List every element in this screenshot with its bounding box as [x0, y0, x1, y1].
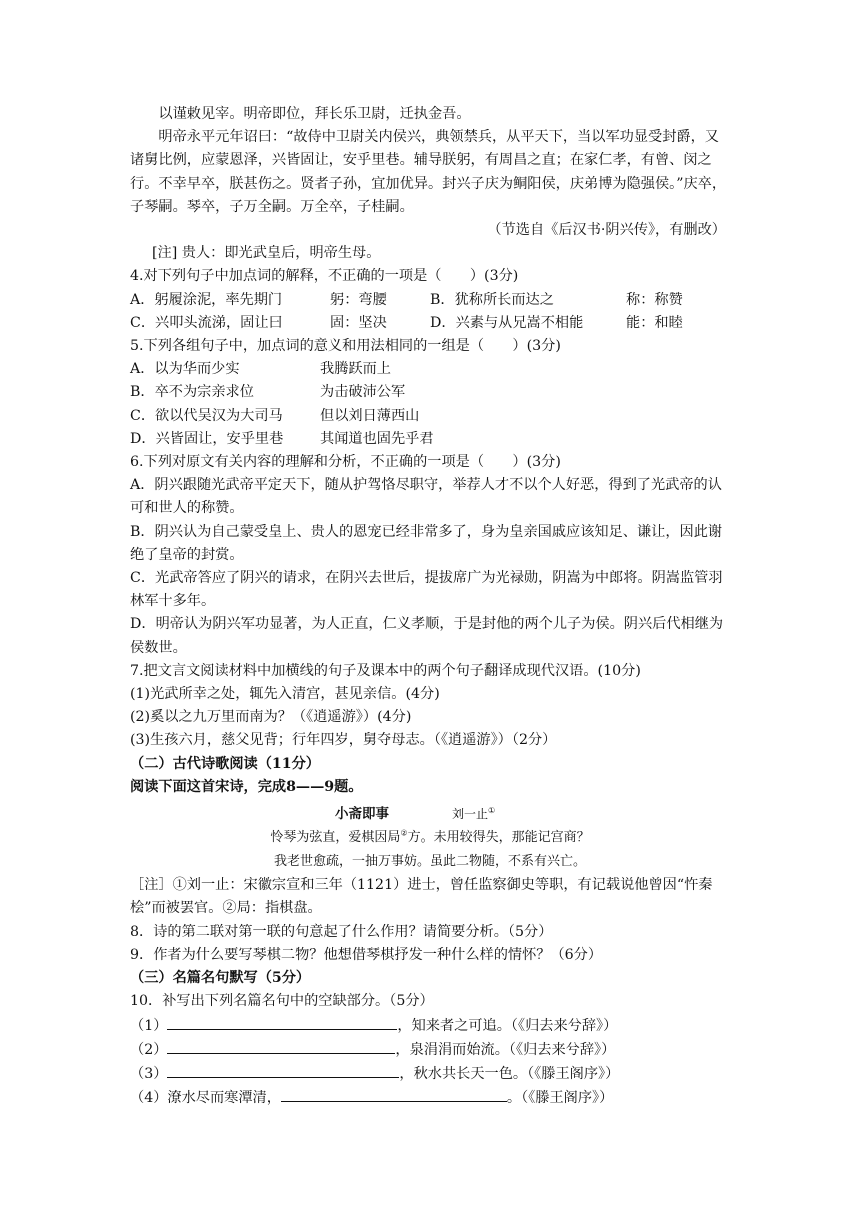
poem-author-footnote: ① [488, 806, 496, 816]
fill-item-4 [130, 1086, 730, 1110]
poem-author-name: 刘一止 [452, 807, 489, 822]
passage-note: [注] 贵人：即光武皇后，明帝生母。 [152, 245, 381, 262]
question-5-stem: 5.下列各组句子中，加点词的意义和用法相同的一组是（ ）(3分) [130, 338, 561, 355]
section-3-heading: （三）名篇名句默写（5分） [130, 970, 311, 987]
fill-item-3-text: ，秋水共长天一色。（《滕王阁序》） [399, 1065, 620, 1082]
section-2-heading: （二）古代诗歌阅读（11分） [130, 755, 320, 772]
fill-blank-3[interactable] [167, 1062, 399, 1078]
question-4-option-c-def: 固：坚决 [330, 314, 387, 331]
section-2-intro: 阅读下面这首宋诗，完成8——9题。 [130, 778, 363, 795]
passage-source: （节选自《后汉书·阴兴传》，有删改） [487, 222, 726, 239]
question-7-stem: 7.把文言文阅读材料中加横线的句子及课本中的两个句子翻译成现代汉语。(10分) [130, 662, 641, 679]
question-4-option-d-def: 能：和睦 [626, 314, 683, 331]
question-5-option-c [130, 405, 730, 428]
question-4-option-d: D．兴素与从兄嵩不相能 [430, 314, 584, 331]
question-7-sentence-2: (2)奚以之九万里而南为？（《逍遥游》）(4分) [130, 709, 412, 726]
poem-header [130, 803, 730, 826]
question-5-option-d-left: D．兴皆固让，安乎里巷 [130, 430, 284, 447]
poem-line-1 [130, 826, 730, 850]
question-5-option-c-right: 但以刘日薄西山 [320, 407, 420, 424]
poem-note: ［注］①刘一止：宋徽宗宣和三年（1121）进士，曾任监察御史等职，有记载说他曾因“忤秦桧”而被罢官。②局：指棋盘。 [130, 877, 713, 917]
question-6-stem: 6.下列对原文有关内容的理解和分析，不正确的一项是（ ）(3分) [130, 454, 561, 471]
question-4-option-b-def: 称：称赞 [626, 291, 683, 308]
question-5-option-c-left: C．欲以代吴汉为大司马 [130, 407, 283, 424]
fill-item-3 [130, 1062, 730, 1086]
question-4-option-b: B．犹称所长而达之 [430, 291, 554, 308]
question-7-sentence-3: (3)生孩六月，慈父见背；行年四岁，舅夺母志。（《逍遥游》）（2分） [130, 732, 557, 749]
passage-line-1: 以谨敕见宰。明帝即位，拜长乐卫尉，迁执金吾。 [158, 106, 471, 122]
poem-line-1-footnote: ② [400, 828, 408, 838]
question-5-option-a-left: A．以为华而少实 [130, 361, 240, 378]
passage-paragraph-edict: 明帝永平元年诏曰：“故侍中卫尉关内侯兴，典领禁兵，从平天下，当以军功显受封爵，又诸舅比例，应蒙恩泽，兴皆固让，安乎里巷。辅导朕躬，有周昌之直；在家仁孝，有曾、闵之行。不幸早卒，朕甚伤之。贤者子孙，宜加优异。封兴子庆为鲖阳侯，庆弟博为隐强侯。”庆卒，子琴嗣。琴卒，子万全嗣。万全卒，子桂嗣。 [130, 129, 727, 215]
question-4-option-c: C．兴叩头流涕，固让曰 [130, 314, 283, 331]
question-5-option-d-right: 其闻道也固先乎君 [320, 430, 434, 447]
question-5-option-a [130, 358, 730, 381]
question-7-sentence-1: (1)光武所幸之处，辄先入清宫，甚见亲信。(4分) [130, 686, 440, 703]
poem-line-1-head: 怜琴为弦直，爱棋因局 [270, 830, 401, 846]
poem-line-2: 我老世愈疏，一抽万事妨。虽此二物随，不系有兴亡。 [273, 854, 586, 870]
question-5-option-d [130, 428, 730, 451]
exam-page [130, 103, 730, 1110]
question-5-option-b [130, 381, 730, 404]
question-6-option-a: A．阴兴跟随光武帝平定天下，随从护驾恪尽职守，举荐人才不以个人好恶，得到了光武帝的认可和世人的称赞。 [130, 477, 722, 517]
question-5-option-b-left: B．卒不为宗亲求位 [130, 384, 254, 401]
fill-item-2-text: ，泉涓涓而始流。（《归去来兮辞》） [395, 1041, 616, 1058]
fill-item-2-number: （2） [130, 1041, 168, 1058]
fill-blank-1[interactable] [167, 1014, 397, 1030]
fill-item-1-number: （1） [130, 1017, 168, 1034]
fill-item-4-text-head: （4）潦水尽而寒潭清， [130, 1090, 281, 1107]
poem-line-1-tail: 方。未用较得失，那能记宫商？ [407, 830, 590, 846]
fill-blank-2[interactable] [167, 1038, 395, 1054]
question-4-stem: 4.对下列句子中加点词的解释，不正确的一项是（ ）(3分) [130, 268, 519, 285]
question-6-option-b: B．阴兴认为自己蒙受皇上、贵人的恩宠已经非常多了，身为皇亲国戚应该知足、谦让，因此谢绝了皇帝的封赏。 [130, 523, 723, 563]
fill-blank-4[interactable] [281, 1086, 507, 1102]
question-8: 8．诗的第二联对第一联的句意起了什么作用？请简要分析。（5分） [130, 923, 553, 940]
fill-item-1-text: ，知来者之可追。（《归去来兮辞》） [397, 1017, 618, 1034]
question-4-option-a: A．躬履涂泥，率先期门 [130, 291, 283, 308]
question-6-option-d: D．明帝认为阴兴军功显著，为人正直，仁义孝顺，于是封他的两个儿子为侯。阴兴后代相继为侯数世。 [130, 616, 724, 656]
question-4-row-ab [130, 289, 730, 312]
poem-author [452, 803, 495, 826]
fill-item-1 [130, 1014, 730, 1038]
question-5-option-b-right: 为击破沛公军 [320, 384, 406, 401]
fill-item-4-text-tail: 。（《滕王阁序》） [506, 1090, 614, 1107]
fill-item-3-number: （3） [130, 1065, 168, 1082]
poem-title: 小斋即事 [335, 806, 389, 823]
question-9: 9．作者为什么要写琴棋二物？他想借琴棋抒发一种什么样的情怀？（6分） [130, 946, 603, 963]
fill-item-2 [130, 1038, 730, 1062]
question-6-option-c: C．光武帝答应了阴兴的请求，在阴兴去世后，提拔席广为光禄勋，阴嵩为中郎将。阴嵩监管羽林军十多年。 [130, 570, 723, 610]
question-10-stem: 10．补写出下列名篇名句中的空缺部分。（5分） [130, 993, 434, 1010]
question-4-option-a-def: 躬：弯腰 [330, 291, 387, 308]
question-4-row-cd [130, 312, 730, 335]
question-5-option-a-right: 我腾跃而上 [320, 361, 391, 378]
